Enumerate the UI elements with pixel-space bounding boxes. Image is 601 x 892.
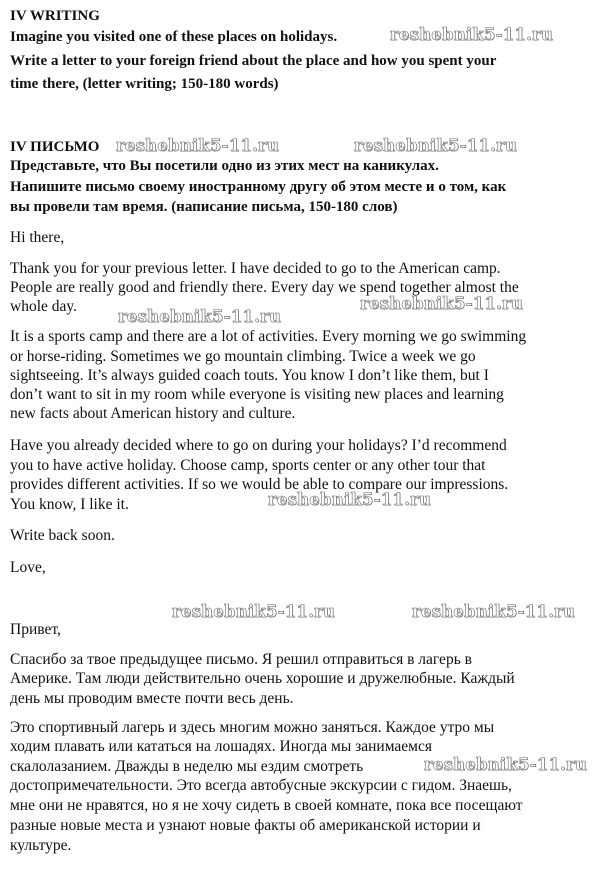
letter-line-ru: разные новые места и узнают новые факты об американской истории и — [10, 817, 481, 834]
watermark-text: reshebnik5-11.ru — [390, 25, 554, 44]
letter-line-en: You know, I like it. — [10, 496, 129, 513]
letter-line-en: new facts about American history and culture. — [10, 405, 296, 422]
watermark-text: reshebnik5-11.ru — [118, 307, 282, 326]
task-line-ru: Напишите письмо своему иностранному другу об этом месте и о том, как — [10, 179, 507, 195]
letter-line-ru: культуре. — [10, 837, 72, 854]
letter-line-en: provides different activities. If so we would be able to compare our impressions. — [10, 476, 509, 493]
letter-line-ru: день мы проводим вместе почти весь день. — [10, 690, 294, 707]
watermark-text: reshebnik5-11.ru — [116, 136, 280, 155]
letter-line-ru: мне они не нравятся, но я не хочу сидеть в своей комнате, пока все посещают — [10, 797, 523, 814]
letter-line-en: People are really good and friendly there. Every day we spend together almost the — [10, 279, 519, 296]
letter-line-en: It is a sports camp and there are a lot of activities. Every morning we go swimming — [10, 328, 527, 345]
letter-line-en: you to have active holiday. Choose camp, sports center or any other tour that — [10, 457, 486, 474]
letter-line-ru: достопримечательности. Это всегда автобусные экскурсии с гидом. Знаешь, — [10, 777, 512, 794]
watermark-text: reshebnik5-11.ru — [412, 602, 576, 621]
letter-greeting-ru: Привет, — [10, 621, 61, 638]
task-line-en: Write a letter to your foreign friend about the place and how you spent your — [10, 53, 497, 69]
watermark-text: reshebnik5-11.ru — [172, 602, 336, 621]
task-line-ru: вы провели там время. (написание письма, 150-180 слов) — [10, 199, 398, 215]
letter-line-en: sightseeing. It’s always guided coach touts. You know I don’t like them, but I — [10, 367, 489, 384]
letter-greeting-en: Hi there, — [10, 229, 65, 246]
watermark-text: reshebnik5-11.ru — [268, 490, 432, 509]
letter-line-ru: скалолазанием. Дважды в неделю мы ездим смотреть — [10, 758, 364, 775]
letter-line-ru: Это спортивный лагерь и здесь многим можно заняться. Каждое утро мы — [10, 719, 495, 736]
letter-signoff-en: Love, — [10, 559, 46, 576]
letter-line-ru: Америке. Там люди действительно очень хорошие и дружелюбные. Каждый — [10, 670, 515, 687]
letter-line-en: Have you already decided where to go on during your holidays? I’d recommend — [10, 437, 507, 454]
letter-line-en: Thank you for your previous letter. I have decided to go to the American camp. — [10, 260, 501, 277]
task-line-en: Imagine you visited one of these places on holidays. — [10, 29, 338, 45]
task-line-en: time there, (letter writing; 150-180 words) — [10, 76, 279, 92]
letter-line-en: don’t want to sit in my room while everyone is visiting new places and learning — [10, 386, 504, 403]
letter-line-ru: ходим плавать или кататься на лошадях. Иногда мы занимаемся — [10, 738, 432, 755]
watermark-text: reshebnik5-11.ru — [424, 755, 588, 774]
task-heading-ru: IV ПИСЬМО — [10, 139, 100, 155]
task-line-ru: Представьте, что Вы посетили одно из этих мест на каникулах. — [10, 158, 439, 174]
watermark-text: reshebnik5-11.ru — [360, 294, 524, 313]
letter-line-en: whole day. — [10, 298, 78, 315]
watermark-text: reshebnik5-11.ru — [354, 136, 518, 155]
letter-line-en: or horse-riding. Sometimes we go mountain climbing. Twice a week we go — [10, 348, 476, 365]
letter-closing-en: Write back soon. — [10, 527, 115, 544]
task-heading-en: IV WRITING — [10, 8, 100, 24]
letter-line-ru: Спасибо за твое предыдущее письмо. Я решил отправиться в лагерь в — [10, 651, 472, 668]
